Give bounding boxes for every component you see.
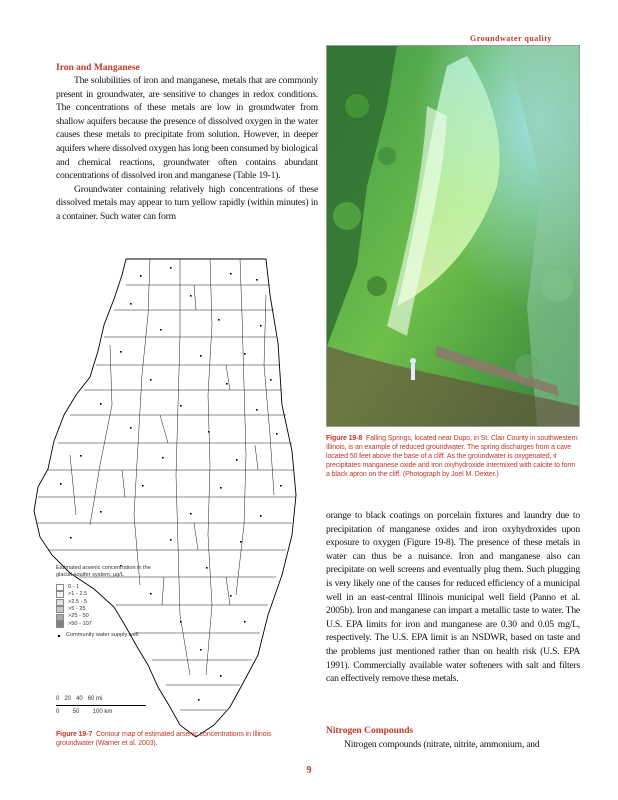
illinois-county-map	[30, 255, 330, 740]
legend-item: 0 - 1	[56, 584, 152, 591]
map-legend	[56, 565, 152, 640]
scale-line	[56, 705, 146, 706]
iron-paragraph-1: The solubilities of iron and manganese, metals that are commonly present in groundwater, are sensitive to changes in redox conditions. The concentrations of these metals are low in groundwater from shallow aquifers because the presence of dissolved oxygen in the water causes these metals to precipitate from solution. However, in deeper aquifers where dissolved oxygen has long been consumed by biological and chemical reactions, groundwater often contains abundant concentrations of dissolved iron and manganese (Table 19-1).	[56, 75, 318, 182]
section-heading-iron: Iron and Manganese	[56, 63, 140, 73]
section-heading-nitrogen: Nitrogen Compounds	[326, 726, 414, 736]
map-scale-bar	[56, 696, 166, 715]
running-title: Groundwater quality	[470, 34, 552, 43]
right-paragraph-1: orange to black coatings on porcelain fixtures and laundry due to precipitation of manganese oxides and iron oxyhydroxides upon exposure to oxygen (Figure 19-8). The presence of these metals in water can thus be a nuisance. Iron and manganese also can precipitate on well screens and eventually plug them. Such plugging is very likely one of the causes for reduced efficiency of a municipal well in an east-central Illinois municipal well field (Panno et al. 2005b). Iron and manganese can impart a metallic taste to water. The U.S. EPA limits for iron and manganese are 0.30 and 0.05 mg/L, respectively. The U.S. EPA limit is an NSDWR, based on taste and the problems just mentioned rather than on health risk (U.S. EPA 1991). Commercially available water softeners with salt and filters can effectively remove these metals.	[326, 510, 580, 685]
legend-title: Estimated arsenic concentration in the glacial aquifer system, µg/L	[56, 565, 151, 579]
figure-19-7-label: Figure 19-7	[56, 731, 93, 738]
illinois-arsenic-map	[30, 255, 330, 740]
scale-miles: 0 20 40 60 mi	[56, 696, 103, 702]
figure-19-8-text: Falling Springs, located near Dupo, in St. Clair County in southwestern Illinois, is an example of reduced groundwater. The spring discharges from a cave located 50 feet above the base of a cliff. As the groundwater is oxygenated, it precipitates manganese oxide and iron oxyhydroxide intermixed with calcite to form a black apron on the cliff. (Photograph by Joel M. Dexter.)	[326, 435, 578, 478]
legend-supply-well: Community water supply well	[56, 632, 152, 639]
legend-item: >2.5 - 5	[56, 599, 152, 606]
well-marker-icon	[58, 635, 60, 637]
nitrogen-paragraph: Nitrogen compounds (nitrate, nitrite, ammonium, and	[344, 739, 540, 750]
nitrogen-text-block	[326, 738, 580, 752]
iron-text-block	[56, 74, 318, 224]
figure-19-7-text: Contour map of estimated arsenic concentrations in Illinois groundwater (Warner et al. 2003).	[56, 731, 272, 747]
legend-item: >50 - 107	[56, 621, 152, 628]
iron-paragraph-2: Groundwater containing relatively high concentrations of these dissolved metals may appear to turn yellow rapidly (within minutes) in a container. Such water can form	[56, 183, 318, 222]
scale-km: 0 50 100 km	[56, 709, 113, 715]
figure-19-8-caption	[326, 434, 578, 479]
photo-illustration	[327, 46, 579, 426]
right-text-block	[326, 509, 580, 686]
legend-item: >5 - 25	[56, 606, 152, 613]
legend-item: >1 - 2.5	[56, 591, 152, 598]
legend-item: >25 - 50	[56, 613, 152, 620]
falling-springs-photo	[326, 45, 580, 427]
page-number: 9	[306, 765, 312, 776]
figure-19-8-label: Figure 19-8	[326, 435, 363, 442]
figure-19-7-caption	[56, 730, 286, 748]
